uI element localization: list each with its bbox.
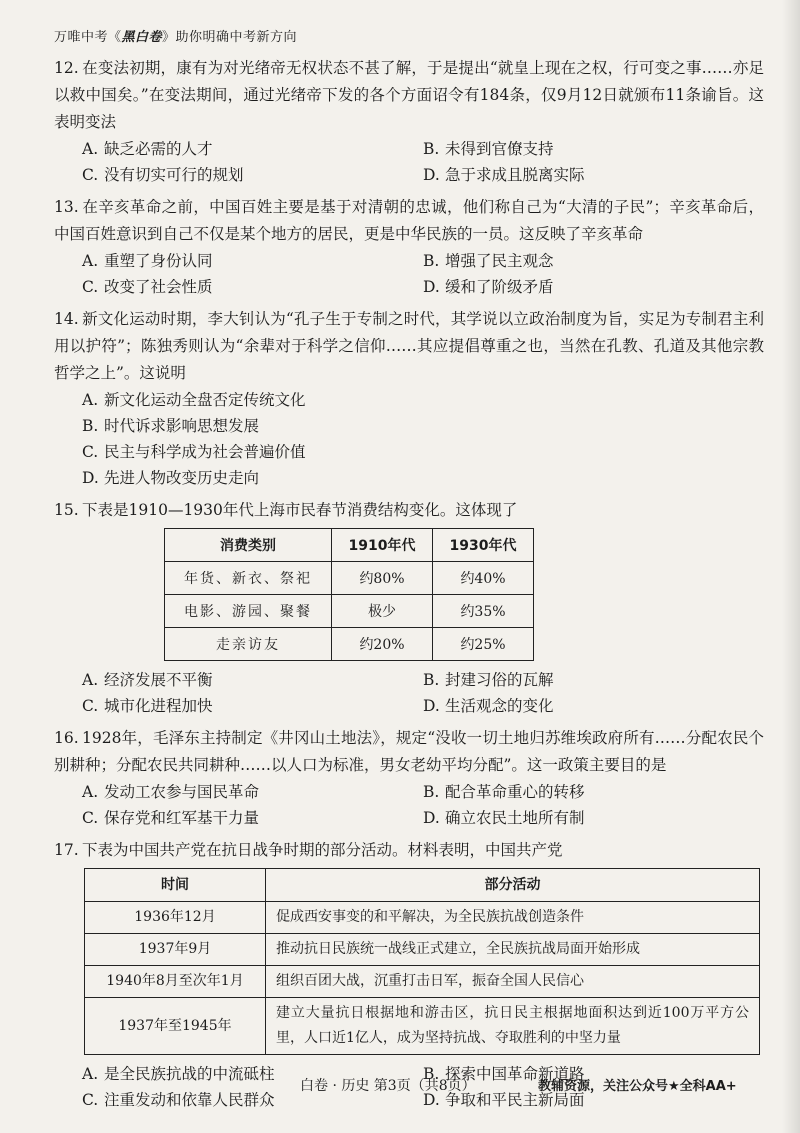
option-a: A. 经济发展不平衡 [82,671,213,689]
table-cell: 促成西安事变的和平解决，为全民族抗战创造条件 [266,902,760,934]
option-d: D. 确立农民土地所有制 [423,809,585,827]
question-stem: 16. 1928年，毛泽东主持制定《井冈山土地法》，规定“没收一切土地归苏维埃政府所有……分配农民个别耕种；分配农民共同耕种……以人口为标准，男女老幼平均分配”。这一政策主要目的是 [54,729,764,774]
option-b: B. 增强了民主观念 [423,252,554,270]
table-cell: 建立大量抗日根据地和游击区，抗日民主根据地面积达到近100万平方公里，人口近1亿人，成为坚持抗战、夺取胜利的中坚力量 [266,998,760,1055]
table-cell: 约40% [433,562,534,595]
question-options [54,248,764,300]
option-a: A. 是全民族抗战的中流砥柱 [82,1065,275,1083]
question-15 [54,497,764,719]
table-row [85,934,760,966]
option-d: D. 先进人物改变历史走向 [82,469,260,487]
question-14 [54,306,764,491]
option-a: A. 新文化运动全盘否定传统文化 [82,391,306,409]
option-b: B. 封建习俗的瓦解 [423,671,554,689]
consumption-table [164,528,534,661]
table-cell: 1940年8月至次年1月 [85,966,266,998]
option-d: D. 生活观念的变化 [423,697,554,715]
table-cell: 约35% [433,595,534,628]
option-b: B. 探索中国革命新道路 [423,1065,585,1083]
option-c: C. 改变了社会性质 [82,278,213,296]
option-a: A. 缺乏必需的人才 [82,140,213,158]
question-options [54,136,764,188]
table-header: 1910年代 [332,529,433,562]
question-13 [54,194,764,300]
option-b: B. 未得到官僚支持 [423,140,554,158]
option-a: A. 重塑了身份认同 [82,252,213,270]
option-b: B. 时代诉求影响思想发展 [82,417,260,435]
question-stem: 13. 在辛亥革命之前，中国百姓主要是基于对清朝的忠诚，他们称自己为“大清的子民”；辛亥革命后，中国百姓意识到自己不仅是某个地方的居民，更是中华民族的一员。这反映了辛亥革命 [54,198,764,243]
option-d: D. 缓和了阶级矛盾 [423,278,554,296]
option-c: C. 民主与科学成为社会普遍价值 [82,443,306,461]
option-c: C. 城市化进程加快 [82,697,213,715]
header-suffix: 》助你明确中考新方向 [162,30,298,45]
question-16 [54,725,764,831]
table-cell: 推动抗日民族统一战线正式建立，全民族抗战局面开始形成 [266,934,760,966]
table-header: 时间 [85,869,266,902]
page-header [54,26,764,45]
table-row [85,966,760,998]
option-d: D. 急于求成且脱离实际 [423,166,585,184]
table-cell: 1937年至1945年 [85,998,266,1055]
table-cell: 1937年9月 [85,934,266,966]
question-stem: 17. 下表为中国共产党在抗日战争时期的部分活动。材料表明，中国共产党 [54,841,563,859]
option-c: C. 保存党和红军基干力量 [82,809,260,827]
option-b: B. 配合革命重心的转移 [423,783,585,801]
question-options [54,779,764,831]
question-options [54,667,764,719]
table-header: 部分活动 [266,869,760,902]
table-cell: 极少 [332,595,433,628]
table-cell: 1936年12月 [85,902,266,934]
question-stem: 15. 下表是1910—1930年代上海市民春节消费结构变化。这体现了 [54,501,518,519]
question-12 [54,55,764,188]
table-header-row [165,529,534,562]
table-row [85,998,760,1055]
question-17 [54,837,764,1113]
page-fold-shadow [782,0,800,1133]
option-a: A. 发动工农参与国民革命 [82,783,260,801]
table-header: 1930年代 [433,529,534,562]
table-cell: 约20% [332,628,433,661]
table-row [165,595,534,628]
table-header-row [85,869,760,902]
table-cell: 年货、新衣、祭祀 [165,562,332,595]
table-cell: 组织百团大战，沉重打击日军，振奋全国人民信心 [266,966,760,998]
table-row [165,628,534,661]
option-c: C. 没有切实可行的规划 [82,166,244,184]
header-brand: 黑白卷 [121,30,163,45]
option-c: C. 注重发动和依靠人民群众 [82,1091,275,1109]
question-stem: 12. 在变法初期，康有为对光绪帝无权状态不甚了解，于是提出“就皇上现在之权，行可变之事……亦足以救中国矣。”在变法期间，通过光绪帝下发的各个方面诏令有184条，仅9月12日就颁布11条谕旨。这表明变法 [54,59,764,131]
table-cell: 约25% [433,628,534,661]
table-cell: 电影、游园、聚餐 [165,595,332,628]
question-stem: 14. 新文化运动时期，李大钊认为“孔子生于专制之时代，其学说以立政治制度为旨，实足为专制君主利用以护符”；陈独秀则认为“余辈对于科学之信仰……其应提倡尊重之也，当然在孔教、孔道及其他宗教哲学之上”。这说明 [54,310,764,382]
option-d: D. 争取和平民主新局面 [423,1091,585,1109]
page-number: 白卷 · 历史 第3页（共8页） [300,1078,476,1094]
activities-table [84,868,760,1055]
footer-note: 教辅资源，关注公众号★全科AA+ [538,1079,737,1094]
table-row [85,902,760,934]
table-cell: 约80% [332,562,433,595]
question-options [54,387,764,491]
table-row [165,562,534,595]
header-prefix: 万唯中考《 [54,30,122,45]
table-header: 消费类别 [165,529,332,562]
table-cell: 走亲访友 [165,628,332,661]
